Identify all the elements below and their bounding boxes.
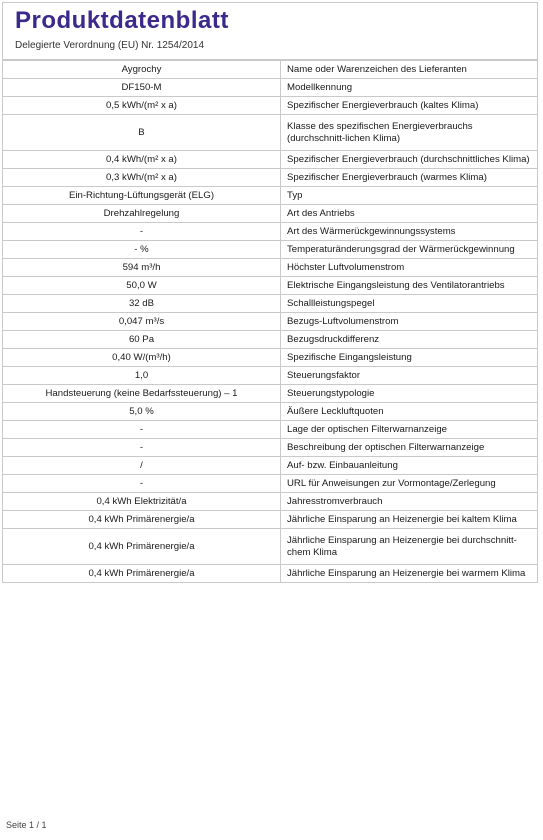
table-row <box>3 457 538 475</box>
table-row <box>3 61 538 79</box>
row-label: Jährliche Einsparung an Heizenergie bei kaltem Klima <box>281 511 538 529</box>
row-value: 1,0 <box>3 367 281 385</box>
row-value: 0,4 kWh Primärenergie/a <box>3 511 281 529</box>
row-label: Jährliche Einsparung an Heizenergie bei durchschnitt-chem Klima <box>281 529 538 565</box>
table-row <box>3 187 538 205</box>
table-row <box>3 205 538 223</box>
row-label: Spezifischer Energieverbrauch (kaltes Klima) <box>281 97 538 115</box>
row-value: B <box>3 115 281 151</box>
row-label: Höchster Luftvolumenstrom <box>281 259 538 277</box>
table-row <box>3 511 538 529</box>
row-label: Äußere Leckluftquoten <box>281 403 538 421</box>
row-value: 0,4 kWh Primärenergie/a <box>3 529 281 565</box>
row-value: 0,4 kWh/(m² x a) <box>3 151 281 169</box>
table-row <box>3 367 538 385</box>
spec-table-body <box>3 61 538 583</box>
row-label: Modellkennung <box>281 79 538 97</box>
row-label: Steuerungsfaktor <box>281 367 538 385</box>
table-row <box>3 295 538 313</box>
row-value: 0,4 kWh Primärenergie/a <box>3 565 281 583</box>
row-label: Lage der optischen Filterwarnanzeige <box>281 421 538 439</box>
row-value: 60 Pa <box>3 331 281 349</box>
table-row <box>3 79 538 97</box>
table-row <box>3 97 538 115</box>
row-value: - <box>3 421 281 439</box>
row-label: Spezifischer Energieverbrauch (durchschnittliches Klima) <box>281 151 538 169</box>
row-value: Ein-Richtung-Lüftungsgerät (ELG) <box>3 187 281 205</box>
table-row <box>3 349 538 367</box>
row-value: 0,047 m³/s <box>3 313 281 331</box>
row-label: Jährliche Einsparung an Heizenergie bei warmem Klima <box>281 565 538 583</box>
row-value: DF150-M <box>3 79 281 97</box>
header-box <box>2 2 538 60</box>
row-value: 594 m³/h <box>3 259 281 277</box>
table-row <box>3 385 538 403</box>
row-label: URL für Anweisungen zur Vormontage/Zerlegung <box>281 475 538 493</box>
row-value: 0,5 kWh/(m² x a) <box>3 97 281 115</box>
row-value: 50,0 W <box>3 277 281 295</box>
row-value: - <box>3 475 281 493</box>
row-label: Spezifische Eingangsleistung <box>281 349 538 367</box>
row-label: Klasse des spezifischen Energieverbrauchs (durchschnitt-lichen Klima) <box>281 115 538 151</box>
row-label: Name oder Warenzeichen des Lieferanten <box>281 61 538 79</box>
row-value: 5,0 % <box>3 403 281 421</box>
table-row <box>3 529 538 565</box>
row-value: 0,40 W/(m³/h) <box>3 349 281 367</box>
table-row <box>3 475 538 493</box>
table-row <box>3 421 538 439</box>
row-label: Bezugsdruckdifferenz <box>281 331 538 349</box>
table-row <box>3 493 538 511</box>
table-row <box>3 259 538 277</box>
row-value: Handsteuerung (keine Bedarfssteuerung) – 1 <box>3 385 281 403</box>
row-label: Beschreibung der optischen Filterwarnanzeige <box>281 439 538 457</box>
row-value: Drehzahlregelung <box>3 205 281 223</box>
row-label: Elektrische Eingangsleistung des Ventilatorantriebs <box>281 277 538 295</box>
row-label: Temperaturänderungsgrad der Wärmerückgewinnung <box>281 241 538 259</box>
page-number: Seite 1 / 1 <box>6 820 47 830</box>
row-label: Art des Wärmerückgewinnungssystems <box>281 223 538 241</box>
table-row <box>3 223 538 241</box>
table-row <box>3 403 538 421</box>
row-label: Art des Antriebs <box>281 205 538 223</box>
row-label: Jahresstromverbrauch <box>281 493 538 511</box>
row-label: Steuerungstypologie <box>281 385 538 403</box>
page-title: Produktdatenblatt <box>15 7 229 34</box>
table-row <box>3 169 538 187</box>
row-value: - % <box>3 241 281 259</box>
table-row <box>3 151 538 169</box>
row-value: 0,4 kWh Elektrizität/a <box>3 493 281 511</box>
spec-table <box>2 60 538 583</box>
row-label: Typ <box>281 187 538 205</box>
table-row <box>3 313 538 331</box>
row-value: - <box>3 439 281 457</box>
row-value: / <box>3 457 281 475</box>
table-row <box>3 241 538 259</box>
row-value: 0,3 kWh/(m² x a) <box>3 169 281 187</box>
row-label: Auf- bzw. Einbauanleitung <box>281 457 538 475</box>
table-row <box>3 277 538 295</box>
table-row <box>3 439 538 457</box>
row-label: Spezifischer Energieverbrauch (warmes Klima) <box>281 169 538 187</box>
table-row <box>3 115 538 151</box>
regulation-subtitle: Delegierte Verordnung (EU) Nr. 1254/2014 <box>15 40 205 51</box>
row-label: Bezugs-Luftvolumenstrom <box>281 313 538 331</box>
row-value: Aygrochy <box>3 61 281 79</box>
table-row <box>3 331 538 349</box>
row-value: - <box>3 223 281 241</box>
row-label: Schallleistungspegel <box>281 295 538 313</box>
row-value: 32 dB <box>3 295 281 313</box>
table-row <box>3 565 538 583</box>
